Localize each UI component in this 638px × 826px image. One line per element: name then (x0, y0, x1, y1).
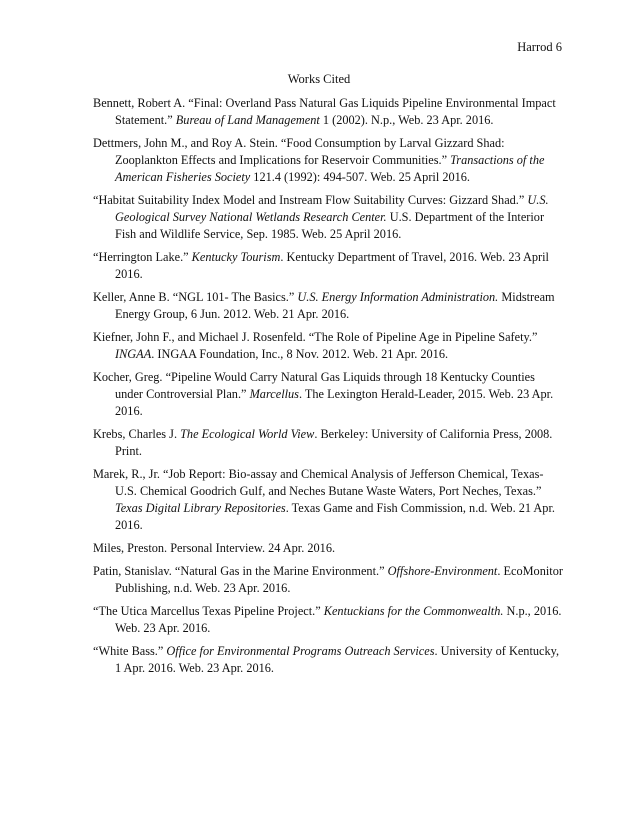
citation-details: Midstream Energy Group, 6 Jun. 2012. Web. 21 Apr. 2016. (115, 290, 555, 321)
citation-source: Kentuckians for the Commonwealth. (323, 604, 504, 618)
citation-text: Krebs, Charles J. (93, 427, 181, 441)
citation-details: 121.4 (1992): 494-507. Web. 25 April 2016. (250, 170, 471, 184)
citation-text: Miles, Preston. Personal Interview. 24 Apr. 2016. (93, 541, 336, 555)
citation-text: Bennett, Robert A. “Final: Overland Pass Natural Gas Liquids Pipeline Environmental Impact Statement.” (93, 96, 556, 127)
page-title: Works Cited (287, 72, 351, 86)
citation-details: . Kentucky Department of Travel, 2016. Web. 23 April 2016. (115, 250, 549, 281)
citation-source: The Ecological World View (180, 427, 315, 441)
citation-source: Office for Environmental Programs Outreach Services (166, 644, 435, 658)
citation-details: . Texas Game and Fish Commission, n.d. Web. 21 Apr. 2016. (115, 501, 555, 532)
citation-entry (93, 603, 563, 637)
citation-text: “The Utica Marcellus Texas Pipeline Project.” (93, 604, 324, 618)
citation-source: U.S. Geological Survey National Wetlands Research Center. (115, 193, 549, 224)
citation-text: Keller, Anne B. “NGL 101- The Basics.” (93, 290, 298, 304)
citation-entry (93, 643, 563, 677)
citation-source: U.S. Energy Information Administration. (297, 290, 499, 304)
citation-details: . University of Kentucky, 1 Apr. 2016. Web. 23 Apr. 2016. (115, 644, 560, 675)
citation-source: Offshore-Environment (387, 564, 498, 578)
citation-source: INGAA (115, 347, 152, 361)
citation-details: U.S. Department of the Interior Fish and Wildlife Service, Sep. 1985. Web. 25 April 2016. (115, 210, 545, 241)
citation-source: Bureau of Land Management (175, 113, 320, 127)
citation-details: 1 (2002). N.p., Web. 23 Apr. 2016. (319, 113, 494, 127)
citation-source: Marcellus (249, 387, 299, 401)
citation-entry (93, 426, 563, 460)
running-head: Harrod 6 (517, 40, 562, 54)
citation-text: Kocher, Greg. “Pipeline Would Carry Natural Gas Liquids through 18 Kentucky Counties under Controversial Plan.” (93, 370, 535, 401)
citation-text: Marek, R., Jr. “Job Report: Bio-assay and Chemical Analysis of Jefferson Chemical, Texas-U.S. Chemical Goodrich Gulf, and Neches Butane Waste Waters, Port Neches, Texas.” (93, 467, 544, 498)
citation-source: Kentucky Tourism (191, 250, 281, 264)
citation-text: “White Bass.” (93, 644, 167, 658)
citation-entry (93, 563, 563, 597)
citation-details: . INGAA Foundation, Inc., 8 Nov. 2012. Web. 21 Apr. 2016. (151, 347, 449, 361)
citation-entry (93, 540, 563, 557)
citation-source: Texas Digital Library Repositories (115, 501, 286, 515)
citation-entry (93, 249, 563, 283)
citation-entry (93, 289, 563, 323)
citation-text: Patin, Stanislav. “Natural Gas in the Marine Environment.” (93, 564, 388, 578)
citation-details: . The Lexington Herald-Leader, 2015. Web. 23 Apr. 2016. (115, 387, 554, 418)
citation-text: “Herrington Lake.” (93, 250, 192, 264)
citation-entry (93, 135, 563, 186)
citation-entry (93, 95, 563, 129)
citation-text: Kiefner, John F., and Michael J. Rosenfeld. “The Role of Pipeline Age in Pipeline Safety.” (93, 330, 538, 344)
citation-details: . Berkeley: University of California Press, 2008. Print. (115, 427, 553, 458)
citation-details: N.p., 2016. Web. 23 Apr. 2016. (115, 604, 562, 635)
citation-entry (93, 329, 563, 363)
citation-source: Transactions of the American Fisheries Society (115, 153, 545, 184)
citation-details: . EcoMonitor Publishing, n.d. Web. 23 Apr. 2016. (115, 564, 563, 595)
citation-text: “Habitat Suitability Index Model and Instream Flow Suitability Curves: Gizzard Shad.” (93, 193, 528, 207)
citation-entry (93, 192, 563, 243)
citation-text: Dettmers, John M., and Roy A. Stein. “Food Consumption by Larval Gizzard Shad: Zooplankton Effects and Implications for Reservoir Communities.” (93, 136, 505, 167)
citation-entry (93, 369, 563, 420)
works-cited-list (93, 95, 563, 683)
citation-entry (93, 466, 563, 534)
